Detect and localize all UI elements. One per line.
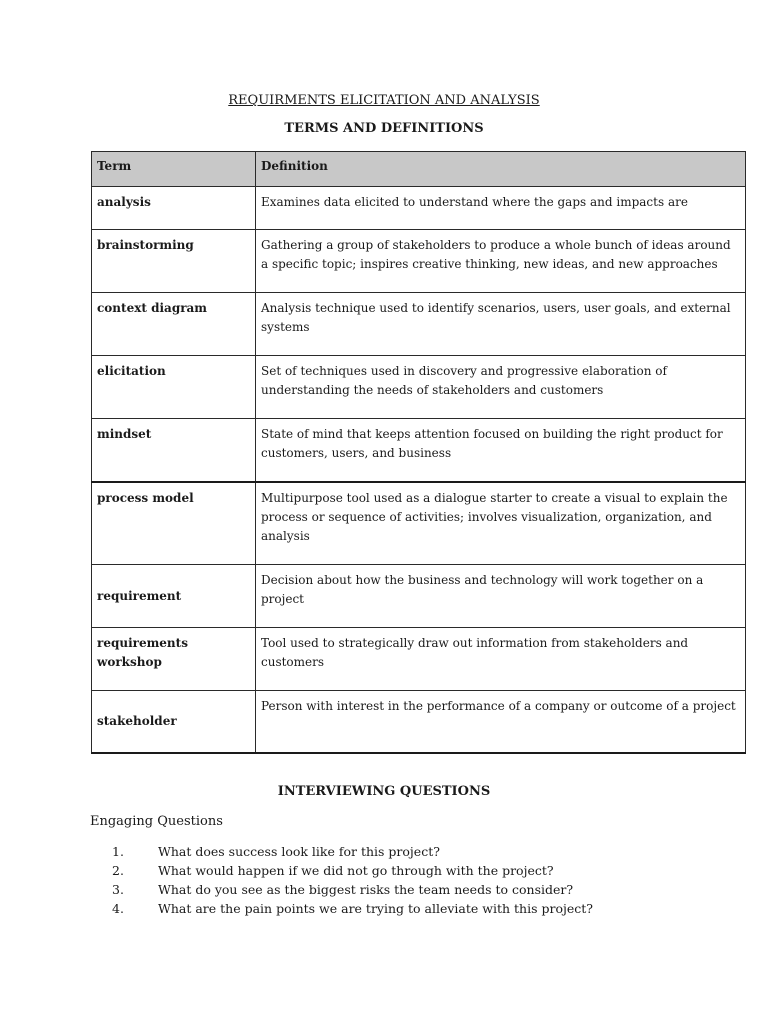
- table-row: [92, 230, 746, 293]
- definition-cell: Tool used to strategically draw out information from stakeholders and customers: [256, 628, 746, 691]
- table-row: [92, 187, 746, 230]
- table-row: [92, 356, 746, 419]
- definition-cell: Gathering a group of stakeholders to produce a whole bunch of ideas around a specific topic; inspires creative thinking, new ideas, and new approaches: [256, 230, 746, 293]
- question-text: What do you see as the biggest risks the team needs to consider?: [158, 882, 574, 897]
- term-cell: brainstorming: [92, 230, 256, 293]
- definition-cell: Examines data elicited to understand where the gaps and impacts are: [256, 187, 746, 230]
- table-row: [92, 628, 746, 691]
- term-cell: elicitation: [92, 356, 256, 419]
- table-row: [92, 293, 746, 356]
- question-number: 2.: [112, 863, 124, 878]
- table-row: [92, 691, 746, 753]
- term-cell: analysis: [92, 187, 256, 230]
- question-text: What does success look like for this project?: [158, 844, 440, 859]
- terms-table: [91, 151, 746, 754]
- table-row: [92, 419, 746, 482]
- definition-cell: State of mind that keeps attention focused on building the right product for customers, users, and business: [256, 419, 746, 482]
- terms-definitions-heading: TERMS AND DEFINITIONS: [284, 121, 484, 136]
- definition-cell: Analysis technique used to identify scenarios, users, user goals, and external systems: [256, 293, 746, 356]
- table-header-row: [92, 152, 746, 187]
- definition-cell: Multipurpose tool used as a dialogue starter to create a visual to explain the process or sequence of activities; involves visualization, organization, and analysis: [256, 482, 746, 565]
- definition-cell: Person with interest in the performance of a company or outcome of a project: [256, 691, 746, 753]
- term-cell: context diagram: [92, 293, 256, 356]
- term-cell: requirement: [92, 565, 256, 628]
- term-cell: requirements workshop: [92, 628, 256, 691]
- definition-cell: Decision about how the business and technology will work together on a project: [256, 565, 746, 628]
- engaging-questions-label: Engaging Questions: [90, 814, 223, 829]
- definition-cell: Set of techniques used in discovery and progressive elaboration of understanding the needs of stakeholders and customers: [256, 356, 746, 419]
- interviewing-questions-heading: INTERVIEWING QUESTIONS: [277, 784, 491, 799]
- table-row: [92, 565, 746, 628]
- document-title: REQUIRMENTS ELICITATION AND ANALYSIS: [228, 93, 540, 108]
- term-cell: mindset: [92, 419, 256, 482]
- question-text: What are the pain points we are trying to alleviate with this project?: [158, 901, 593, 916]
- question-number: 1.: [112, 844, 124, 859]
- definition-column-header: Definition: [256, 152, 746, 187]
- term-cell: process model: [92, 482, 256, 565]
- question-text: What would happen if we did not go through with the project?: [158, 863, 554, 878]
- question-number: 4.: [112, 901, 124, 916]
- term-column-header: Term: [92, 152, 256, 187]
- term-cell: stakeholder: [92, 691, 256, 753]
- question-number: 3.: [112, 882, 124, 897]
- table-row: [92, 482, 746, 565]
